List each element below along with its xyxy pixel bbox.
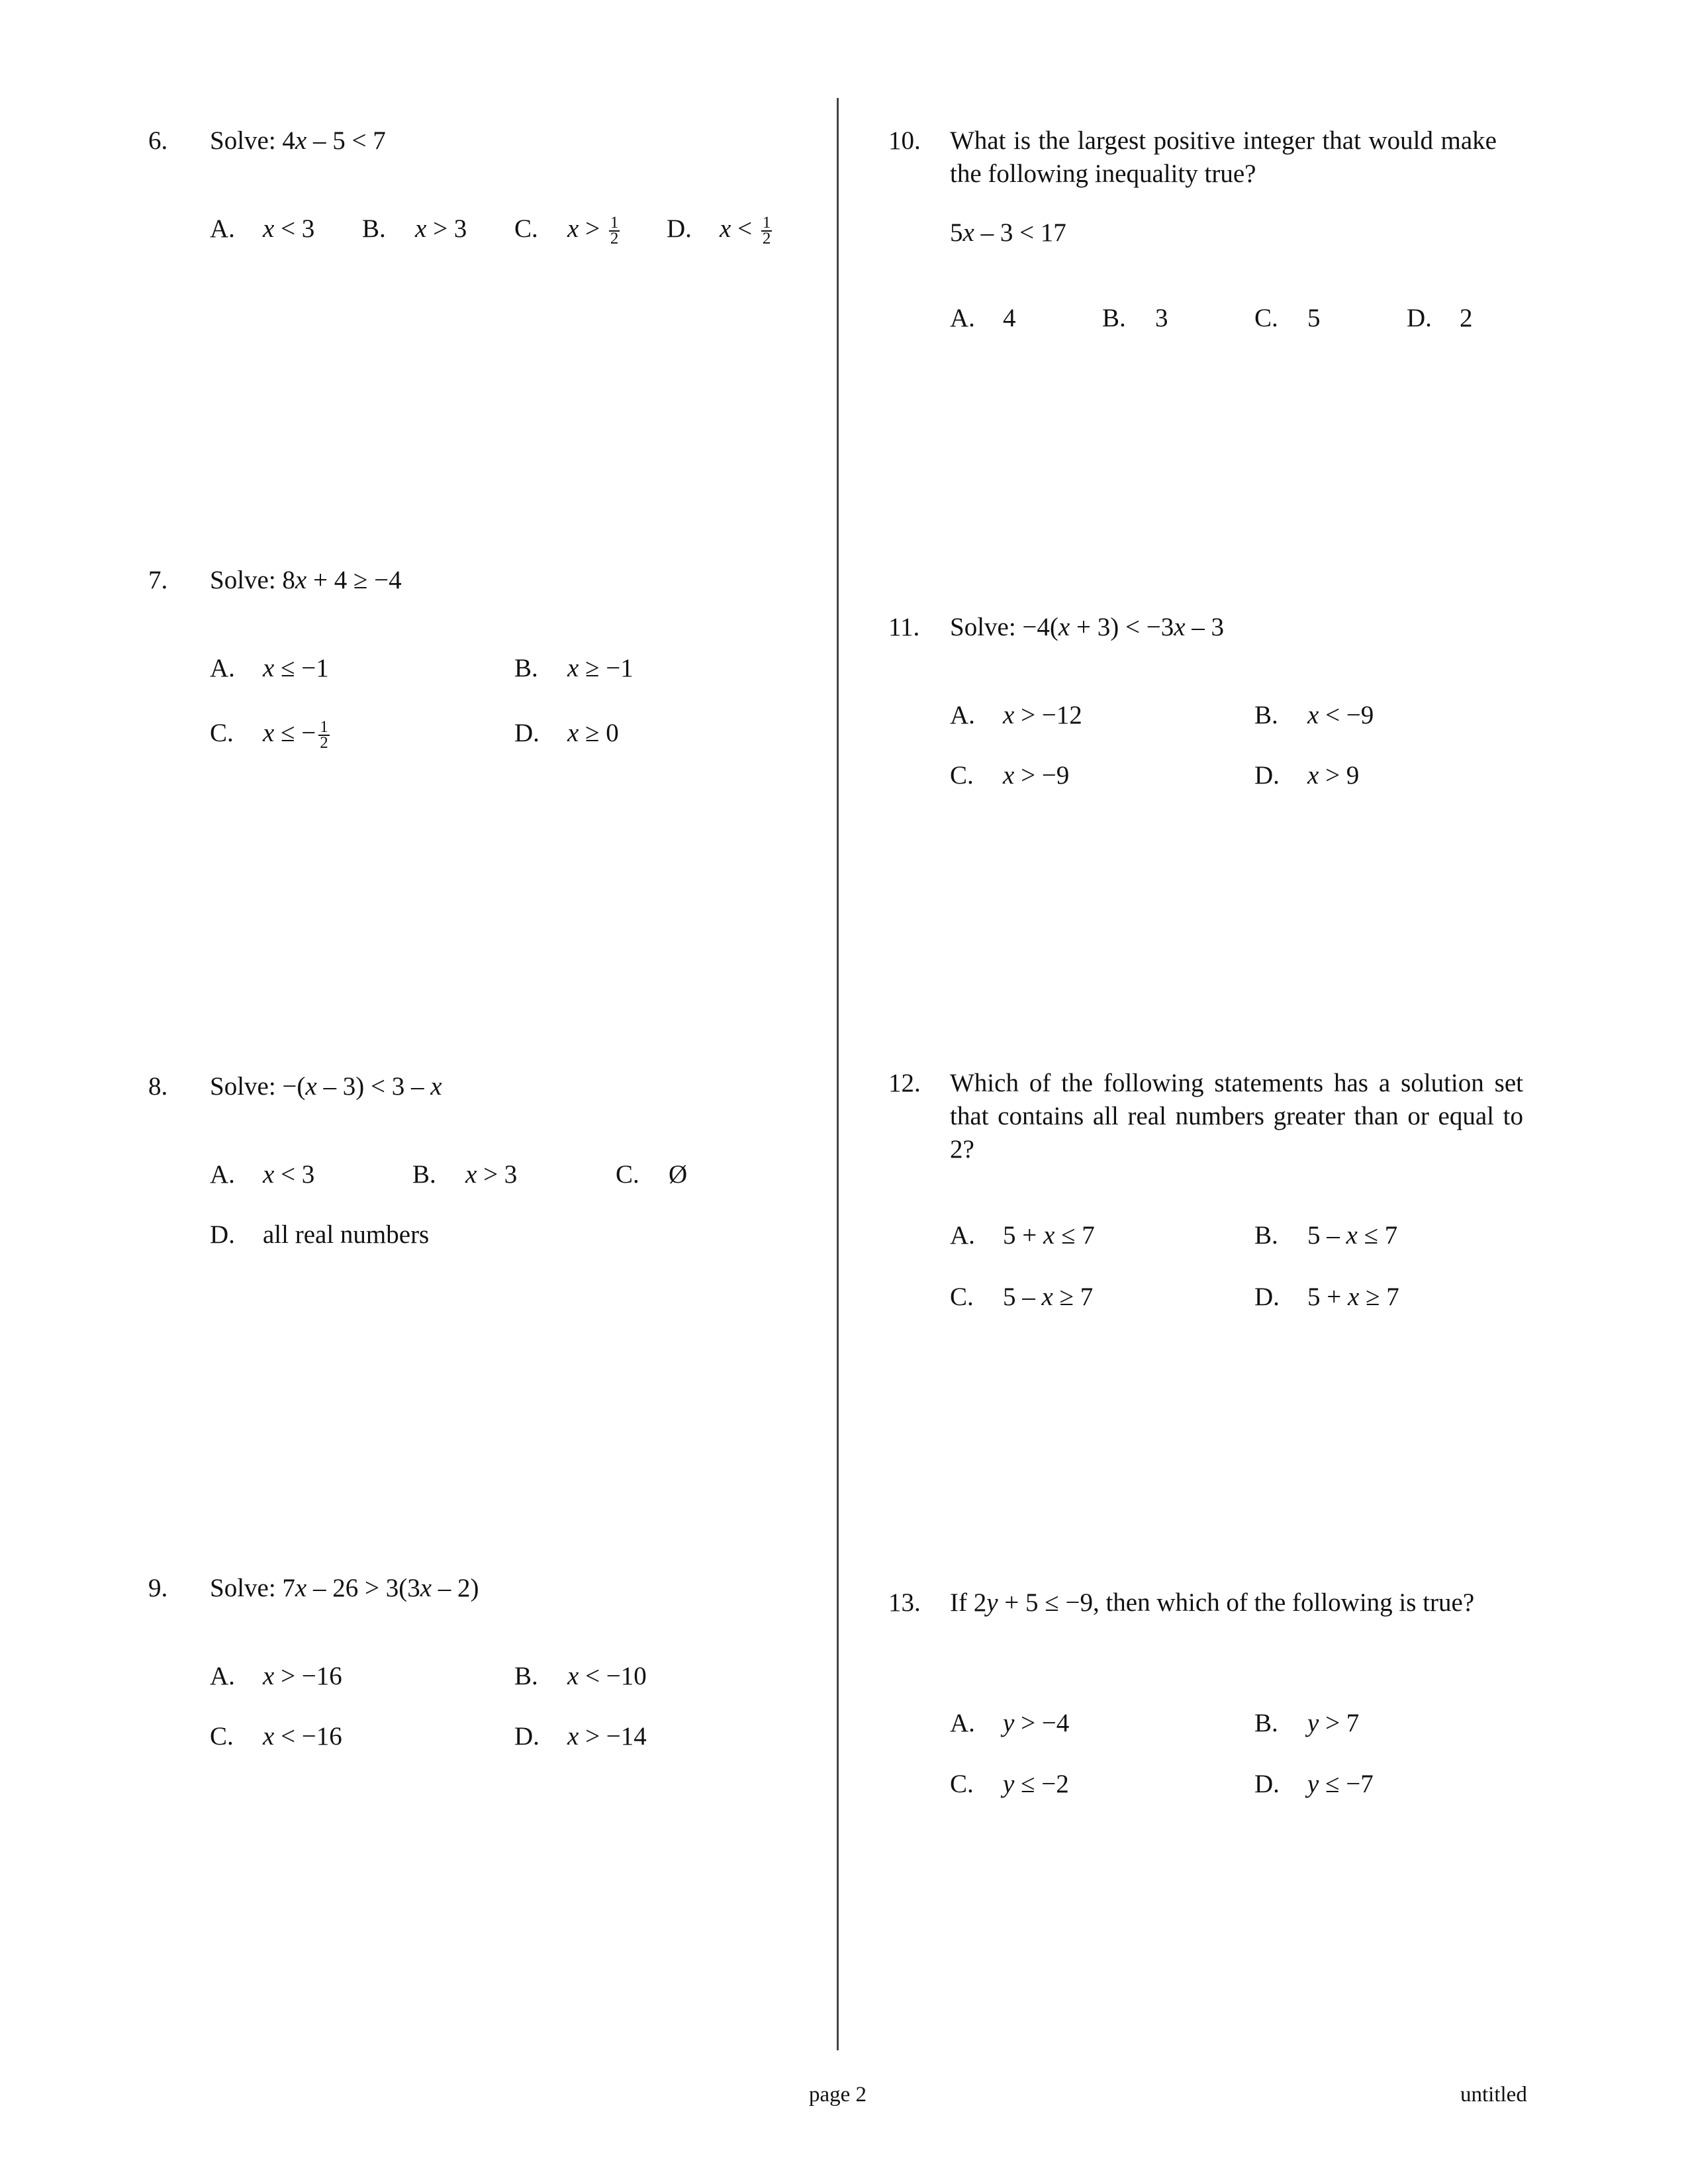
option-letter: B. xyxy=(514,1662,538,1690)
question-number: 6. xyxy=(148,126,168,155)
question-number: 9. xyxy=(148,1574,168,1602)
option-text: x > −14 xyxy=(567,1722,647,1751)
option-a[interactable] xyxy=(210,1660,342,1693)
option-letter: D. xyxy=(1254,1283,1280,1311)
option-d[interactable] xyxy=(1254,1768,1374,1801)
option-text: x > 9 xyxy=(1307,761,1360,790)
option-text: 5 – x ≥ 7 xyxy=(1003,1283,1094,1311)
question-stem: Solve: 7x – 26 > 3(3x – 2) xyxy=(210,1574,479,1602)
option-d[interactable] xyxy=(1407,302,1473,335)
option-letter: A. xyxy=(950,1709,975,1737)
option-c[interactable] xyxy=(210,717,328,752)
option-letter: A. xyxy=(950,304,975,332)
option-text: 3 xyxy=(1155,304,1168,332)
option-letter: D. xyxy=(1254,761,1280,790)
option-letter: A. xyxy=(950,1221,975,1250)
option-c[interactable] xyxy=(950,1768,1069,1801)
option-letter: B. xyxy=(1254,701,1278,729)
option-c[interactable] xyxy=(950,759,1070,792)
question-stem: If 2y + 5 ≤ −9, then which of the following is true? xyxy=(950,1588,1475,1617)
option-d[interactable] xyxy=(514,1720,647,1753)
option-letter: C. xyxy=(616,1160,639,1189)
option-c[interactable] xyxy=(514,212,619,248)
option-text: x < 3 xyxy=(263,1160,315,1189)
option-text: x < −10 xyxy=(567,1662,647,1690)
option-a[interactable] xyxy=(210,1158,315,1191)
option-text: x ≤ − $\frac{1}{2}$ xyxy=(263,718,328,752)
option-text: x > $\frac{1}{2}$ xyxy=(567,214,619,248)
option-letter: A. xyxy=(210,214,235,243)
fraction: $\frac{1}{2}$ xyxy=(320,718,328,752)
option-letter: B. xyxy=(412,1160,436,1189)
option-text: x > 3 xyxy=(465,1160,518,1189)
question-stem: Solve: −(x – 3) < 3 – x xyxy=(210,1072,442,1101)
option-text: x < 3 xyxy=(263,214,315,243)
option-letter: C. xyxy=(514,214,538,243)
option-text: x > −16 xyxy=(263,1662,342,1690)
inequality-expression: 5x – 3 < 17 xyxy=(950,218,1066,247)
option-b[interactable] xyxy=(1254,699,1374,732)
option-letter: C. xyxy=(950,1770,974,1798)
option-c[interactable] xyxy=(616,1158,688,1191)
option-text: 5 + x ≤ 7 xyxy=(1003,1221,1095,1250)
option-d[interactable] xyxy=(1254,1281,1399,1314)
option-letter: B. xyxy=(1254,1709,1278,1737)
option-text: x > 3 xyxy=(415,214,467,243)
option-letter: A. xyxy=(210,1160,235,1189)
option-text: y > 7 xyxy=(1307,1709,1360,1737)
option-b[interactable] xyxy=(1254,1707,1360,1740)
page-number: page 2 xyxy=(809,2083,867,2107)
fraction: $\frac{1}{2}$ xyxy=(762,214,771,248)
question-number: 10. xyxy=(888,126,921,155)
question-number: 8. xyxy=(148,1072,168,1101)
option-text: x > −9 xyxy=(1003,761,1070,790)
option-b[interactable] xyxy=(362,212,467,246)
option-letter: B. xyxy=(1254,1221,1278,1250)
option-text: Ø xyxy=(669,1160,688,1189)
option-a[interactable] xyxy=(950,302,1016,335)
option-text: x > −12 xyxy=(1003,701,1082,729)
option-letter: D. xyxy=(514,719,539,747)
option-text: 5 xyxy=(1307,304,1321,332)
question-stem: Solve: 4x – 5 < 7 xyxy=(210,126,386,155)
option-b[interactable] xyxy=(1102,302,1168,335)
question-stem: Solve: −4(x + 3) < −3x – 3 xyxy=(950,613,1225,641)
option-text: 4 xyxy=(1003,304,1016,332)
fraction: $\frac{1}{2}$ xyxy=(610,214,619,248)
option-a[interactable] xyxy=(950,1707,1070,1740)
option-letter: C. xyxy=(210,719,234,747)
option-letter: A. xyxy=(210,654,235,682)
option-c[interactable] xyxy=(950,1281,1094,1314)
option-text: y ≤ −7 xyxy=(1307,1770,1374,1798)
option-text: x < $\frac{1}{2}$ xyxy=(720,214,771,248)
option-b[interactable] xyxy=(514,652,633,685)
option-d[interactable] xyxy=(514,717,619,750)
option-b[interactable] xyxy=(412,1158,518,1191)
question-stem: What is the largest positive integer that would make the following inequality true? xyxy=(950,126,1497,188)
option-letter: C. xyxy=(950,1283,974,1311)
question-number: 7. xyxy=(148,566,168,594)
option-d[interactable] xyxy=(1254,759,1360,792)
option-c[interactable] xyxy=(1254,302,1321,335)
option-letter: C. xyxy=(210,1722,234,1751)
option-letter: C. xyxy=(950,761,974,790)
option-d[interactable] xyxy=(210,1218,430,1251)
option-a[interactable] xyxy=(950,699,1082,732)
option-text: x ≥ −1 xyxy=(567,654,633,682)
option-text: x < −9 xyxy=(1307,701,1374,729)
option-text: x < −16 xyxy=(263,1722,342,1751)
option-text: all real numbers xyxy=(263,1220,430,1249)
option-a[interactable] xyxy=(210,652,329,685)
question-number: 12. xyxy=(888,1069,921,1097)
option-text: x ≥ 0 xyxy=(567,719,619,747)
option-letter: D. xyxy=(210,1220,235,1249)
option-a[interactable] xyxy=(950,1219,1095,1252)
option-letter: B. xyxy=(514,654,538,682)
option-letter: A. xyxy=(210,1662,235,1690)
option-letter: C. xyxy=(1254,304,1278,332)
option-text: 2 xyxy=(1460,304,1473,332)
option-letter: D. xyxy=(1407,304,1432,332)
column-divider xyxy=(837,98,839,2050)
option-d[interactable] xyxy=(667,212,771,248)
option-letter: D. xyxy=(514,1722,539,1751)
document-filename: untitled xyxy=(1460,2083,1527,2107)
question-number: 13. xyxy=(888,1588,921,1617)
option-a[interactable] xyxy=(210,212,315,246)
question-stem: Solve: 8x + 4 ≥ −4 xyxy=(210,566,402,594)
question-stem: Which of the following statements has a solution set that contains all real numbers greater than or equal to 2? xyxy=(950,1069,1523,1163)
option-letter: D. xyxy=(1254,1770,1280,1798)
option-text: x ≤ −1 xyxy=(263,654,329,682)
option-text: y > −4 xyxy=(1003,1709,1070,1737)
option-b[interactable] xyxy=(514,1660,647,1693)
option-letter: D. xyxy=(667,214,692,243)
option-text: 5 + x ≥ 7 xyxy=(1307,1283,1399,1311)
option-letter: B. xyxy=(1102,304,1126,332)
option-letter: B. xyxy=(362,214,386,243)
option-b[interactable] xyxy=(1254,1219,1398,1252)
option-letter: A. xyxy=(950,701,975,729)
option-text: 5 – x ≤ 7 xyxy=(1307,1221,1398,1250)
question-number: 11. xyxy=(888,613,920,641)
option-c[interactable] xyxy=(210,1720,342,1753)
option-text: y ≤ −2 xyxy=(1003,1770,1069,1798)
